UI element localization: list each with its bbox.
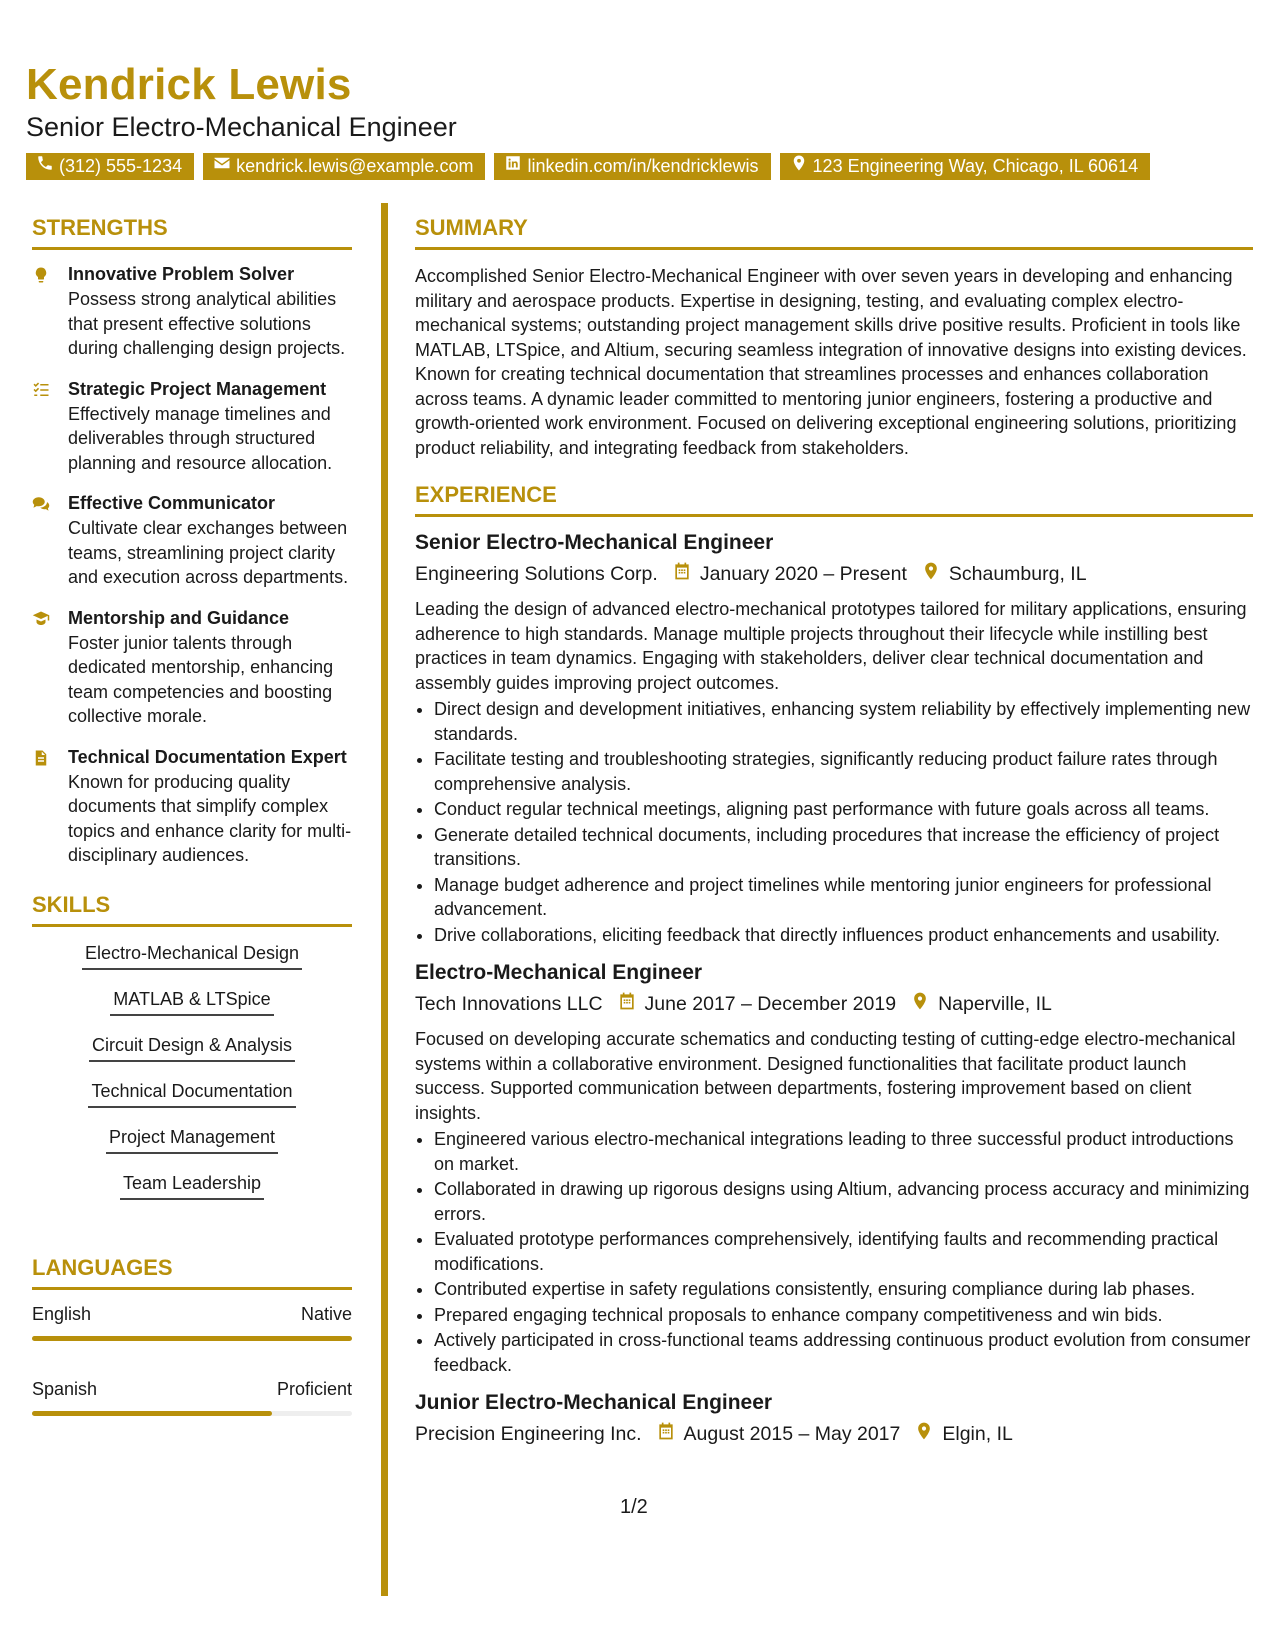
calendar-icon xyxy=(603,991,645,1017)
job-entry xyxy=(415,1391,1253,1447)
language-bar-fill xyxy=(32,1411,272,1416)
job-company: Tech Innovations LLC xyxy=(415,992,603,1015)
skill-tag: Project Management xyxy=(106,1125,278,1154)
job-location: Elgin, IL xyxy=(942,1422,1013,1445)
address-chip[interactable] xyxy=(780,153,1151,180)
job-bullet: • Direct design and development initiatives, enhancing system reliability by effectively implementing new standards. xyxy=(434,697,1253,746)
job-dates: January 2020 – Present xyxy=(699,562,907,585)
language-name: English xyxy=(32,1303,92,1324)
job-meta xyxy=(415,561,1253,587)
strength-item xyxy=(32,379,352,476)
language-level: Proficient xyxy=(276,1378,352,1399)
language-bar-fill xyxy=(32,1336,352,1341)
job-dates: August 2015 – May 2017 xyxy=(683,1422,901,1445)
skill-tag: MATLAB & LTSpice xyxy=(110,987,273,1016)
summary-heading: SUMMARY xyxy=(415,215,1253,250)
skill-tag: Circuit Design & Analysis xyxy=(89,1033,295,1062)
strength-item xyxy=(32,493,352,590)
job-title: Senior Electro-Mechanical Engineer xyxy=(415,531,774,554)
job-bullets xyxy=(415,1127,1253,1377)
column-divider xyxy=(381,203,388,1596)
email-text: kendrick.lewis@example.com xyxy=(236,156,474,176)
strength-item xyxy=(32,747,352,868)
experience-heading: EXPERIENCE xyxy=(415,482,1253,517)
job-location: Schaumburg, IL xyxy=(948,562,1087,585)
language-bar xyxy=(32,1336,352,1341)
skill-tag: Electro-Mechanical Design xyxy=(82,941,302,970)
left-column xyxy=(32,215,352,1454)
languages-heading: LANGUAGES xyxy=(32,1255,352,1290)
job-bullet: • Collaborated in drawing up rigorous designs using Altium, advancing process accuracy and minimizing errors. xyxy=(434,1177,1253,1226)
job-title: Electro-Mechanical Engineer xyxy=(415,961,703,984)
skills-heading: SKILLS xyxy=(32,892,352,927)
linkedin-chip[interactable] xyxy=(494,153,770,180)
candidate-title: Senior Electro-Mechanical Engineer xyxy=(26,112,457,142)
calendar-icon xyxy=(642,1421,684,1447)
lightbulb-icon xyxy=(32,264,54,361)
language-item xyxy=(32,1304,352,1341)
job-entry xyxy=(415,961,1253,1377)
job-title: Junior Electro-Mechanical Engineer xyxy=(415,1391,773,1414)
map-pin-icon xyxy=(896,991,938,1017)
address-text: 123 Engineering Way, Chicago, IL 60614 xyxy=(812,156,1139,176)
strength-title: Mentorship and Guidance xyxy=(68,607,290,628)
strength-desc: Cultivate clear exchanges between teams, streamlining project clarity and execution across departments. xyxy=(68,518,349,587)
job-dates: June 2017 – December 2019 xyxy=(644,992,897,1015)
language-bar xyxy=(32,1411,352,1416)
email-chip[interactable] xyxy=(203,153,485,180)
job-bullet: • Conduct regular technical meetings, aligning past performance with future goals across all teams. xyxy=(434,797,1253,822)
map-pin-icon xyxy=(790,153,808,180)
comments-icon xyxy=(32,493,54,590)
phone-chip[interactable] xyxy=(26,153,194,180)
language-name: Spanish xyxy=(32,1378,98,1399)
skill-tag: Team Leadership xyxy=(120,1171,264,1200)
contact-bar xyxy=(26,153,1150,180)
summary-text: Accomplished Senior Electro-Mechanical Engineer with over seven years in developing and enhancing military and aerospace products. Expertise in designing, testing, and evaluating complex electro-mechanical systems; outstanding project management skills drive positive results. Proficient in tools like MATLAB, LTSpice, and Altium, securing seamless integration of innovative designs into existing devices. Known for creating technical documentation that streamlines processes and enhances collaboration across teams. A dynamic leader committed to mentoring junior engineers, fostering a productive and growth-oriented work environment. Focused on delivering exceptional engineering solutions, prioritizing product reliability, and integrating feedback from stakeholders. xyxy=(415,266,1247,458)
list-check-icon xyxy=(32,379,54,476)
job-bullets xyxy=(415,697,1253,947)
candidate-name: Kendrick Lewis xyxy=(26,60,352,109)
phone-icon xyxy=(36,153,54,180)
language-item xyxy=(32,1379,352,1416)
strength-desc: Foster junior talents through dedicated mentorship, enhancing team competencies and boosting collective morale. xyxy=(68,632,334,726)
job-bullet: • Engineered various electro-mechanical integrations leading to three successful product introductions on market. xyxy=(434,1127,1253,1176)
strength-desc: Effectively manage timelines and deliverables through structured planning and resource allocation. xyxy=(68,403,333,473)
map-pin-icon xyxy=(900,1421,942,1447)
strength-title: Effective Communicator xyxy=(68,493,276,513)
document-icon xyxy=(32,747,54,868)
job-company: Precision Engineering Inc. xyxy=(415,1422,642,1445)
map-pin-icon xyxy=(907,561,949,587)
job-company: Engineering Solutions Corp. xyxy=(415,562,658,585)
strength-title: Innovative Problem Solver xyxy=(68,264,295,284)
linkedin-icon xyxy=(504,153,522,180)
job-bullet: • Prepared engaging technical proposals to enhance company competitiveness and win bids. xyxy=(434,1303,1253,1328)
job-location: Naperville, IL xyxy=(938,992,1052,1015)
job-description: Leading the design of advanced electro-mechanical prototypes tailored for military applications, ensuring adherence to high standards. Manage multiple projects throughout their lifecycle while instilling best practices in team dynamics. Engaging with stakeholders, deliver clear technical documentation and assembly guides improving project outcomes. xyxy=(415,599,1247,693)
job-bullet: • Actively participated in cross-functional teams addressing continuous product evolution from consumer feedback. xyxy=(434,1328,1253,1377)
job-description: Focused on developing accurate schematics and conducting testing of cutting-edge electro-mechanical systems within a collaborative environment. Designed functionalities that facilitate product launch success. Supported communication between departments, fostering improvement based on client insights. xyxy=(415,1029,1236,1123)
job-bullet: • Generate detailed technical documents, including procedures that increase the efficiency of project transitions. xyxy=(434,823,1253,872)
job-bullet: • Contributed expertise in safety regulations consistently, ensuring compliance during lab phases. xyxy=(434,1277,1253,1302)
job-meta xyxy=(415,1421,1253,1447)
strength-desc: Possess strong analytical abilities that present effective solutions during challenging design projects. xyxy=(68,289,346,358)
linkedin-text: linkedin.com/in/kendricklewis xyxy=(527,156,759,176)
job-entry xyxy=(415,531,1253,947)
language-level: Native xyxy=(300,1303,352,1324)
phone-text: (312) 555-1234 xyxy=(59,156,183,176)
strength-desc: Known for producing quality documents that simplify complex topics and enhance clarity for multi-disciplinary audiences. xyxy=(68,771,352,865)
calendar-icon xyxy=(658,561,700,587)
job-bullet: • Manage budget adherence and project timelines while mentoring junior engineers for professional advancement. xyxy=(434,873,1253,922)
skill-tag: Technical Documentation xyxy=(88,1079,295,1108)
teacher-icon xyxy=(32,608,54,729)
strength-item xyxy=(32,264,352,361)
job-bullet: • Drive collaborations, eliciting feedback that directly influences product enhancements and usability. xyxy=(434,923,1253,948)
job-bullet: • Facilitate testing and troubleshooting strategies, significantly reducing product failure rates through comprehensive analysis. xyxy=(434,747,1253,796)
right-column xyxy=(415,215,1253,1457)
page-number: 1/2 xyxy=(620,1496,648,1518)
strengths-heading: STRENGTHS xyxy=(32,215,352,250)
job-bullet: • Evaluated prototype performances comprehensively, identifying faults and recommending practical modifications. xyxy=(434,1227,1253,1276)
strength-title: Strategic Project Management xyxy=(68,378,327,399)
strength-title: Technical Documentation Expert xyxy=(68,746,347,767)
envelope-icon xyxy=(213,153,231,180)
strength-item xyxy=(32,608,352,729)
skills-list xyxy=(32,941,352,1217)
job-meta xyxy=(415,991,1253,1017)
strengths-list xyxy=(32,264,352,868)
